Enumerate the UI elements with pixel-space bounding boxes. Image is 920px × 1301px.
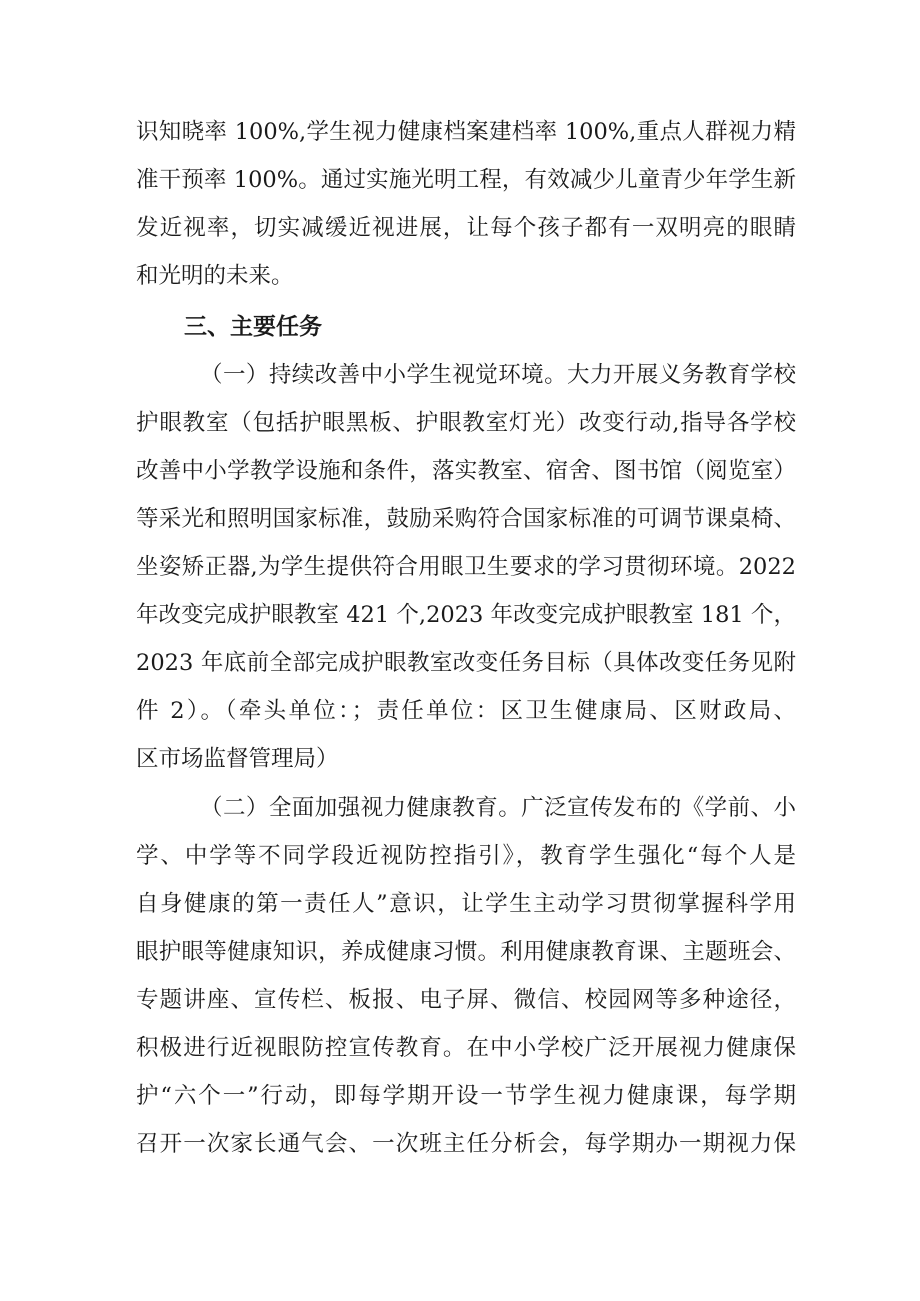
item1-line-5: 坐姿矫正器,为学生提供符合用眼卫生要求的学习贯彻环境。2022: [136, 554, 796, 580]
item2-line-1: （二）全面加强视力健康教育。广泛宣传发布的《学前、小: [200, 795, 796, 821]
section-heading: 三、主要任务: [184, 314, 322, 340]
item1-line-2: 护眼教室（包括护眼黑板、护眼教室灯光）改变行动,指导各学校: [136, 410, 796, 436]
item1-line-7: 2023 年底前全部完成护眼教室改变任务目标（具体改变任务见附: [136, 650, 796, 676]
item2-line-7: 护“六个一”行动，即每学期开设一节学生视力健康课，每学期: [136, 1083, 796, 1109]
intro-line-4: 和光明的未来。: [136, 263, 294, 289]
item1-line-3: 改善中小学教学设施和条件，落实教室、宿舍、图书馆（阅览室）: [136, 458, 796, 484]
intro-line-2: 准干预率 100%。通过实施光明工程，有效减少儿童青少年学生新: [136, 167, 796, 193]
intro-line-1: 识知晓率 100%,学生视力健康档案建档率 100%,重点人群视力精: [136, 119, 796, 145]
item1-line-6: 年改变完成护眼教室 421 个,2023 年改变完成护眼教室 181 个，: [136, 602, 796, 628]
item1-line-9: 区市场监督管理局）: [136, 746, 339, 772]
item1-line-8: 件 2）。（牵头单位：；责任单位：区卫生健康局、区财政局、: [136, 698, 796, 724]
item1-line-1: （一）持续改善中小学生视觉环境。大力开展义务教育学校: [200, 362, 796, 388]
item2-line-4: 眼护眼等健康知识，养成健康习惯。利用健康教育课、主题班会、: [136, 939, 796, 965]
item2-line-6: 积极进行近视眼防控宣传教育。在中小学校广泛开展视力健康保: [136, 1035, 796, 1061]
item1-line-4: 等采光和照明国家标准，鼓励采购符合国家标准的可调节课桌椅、: [136, 506, 796, 532]
item2-line-8: 召开一次家长通气会、一次班主任分析会，每学期办一期视力保: [136, 1131, 796, 1157]
item2-line-5: 专题讲座、宣传栏、板报、电子屏、微信、校园网等多种途径，: [136, 987, 796, 1013]
item2-line-3: 自身健康的第一责任人”意识，让学生主动学习贯彻掌握科学用: [136, 891, 796, 917]
item2-line-2: 学、中学等不同学段近视防控指引》，教育学生强化“每个人是: [136, 843, 796, 869]
intro-line-3: 发近视率，切实减缓近视进展，让每个孩子都有一双明亮的眼睛: [136, 215, 796, 241]
